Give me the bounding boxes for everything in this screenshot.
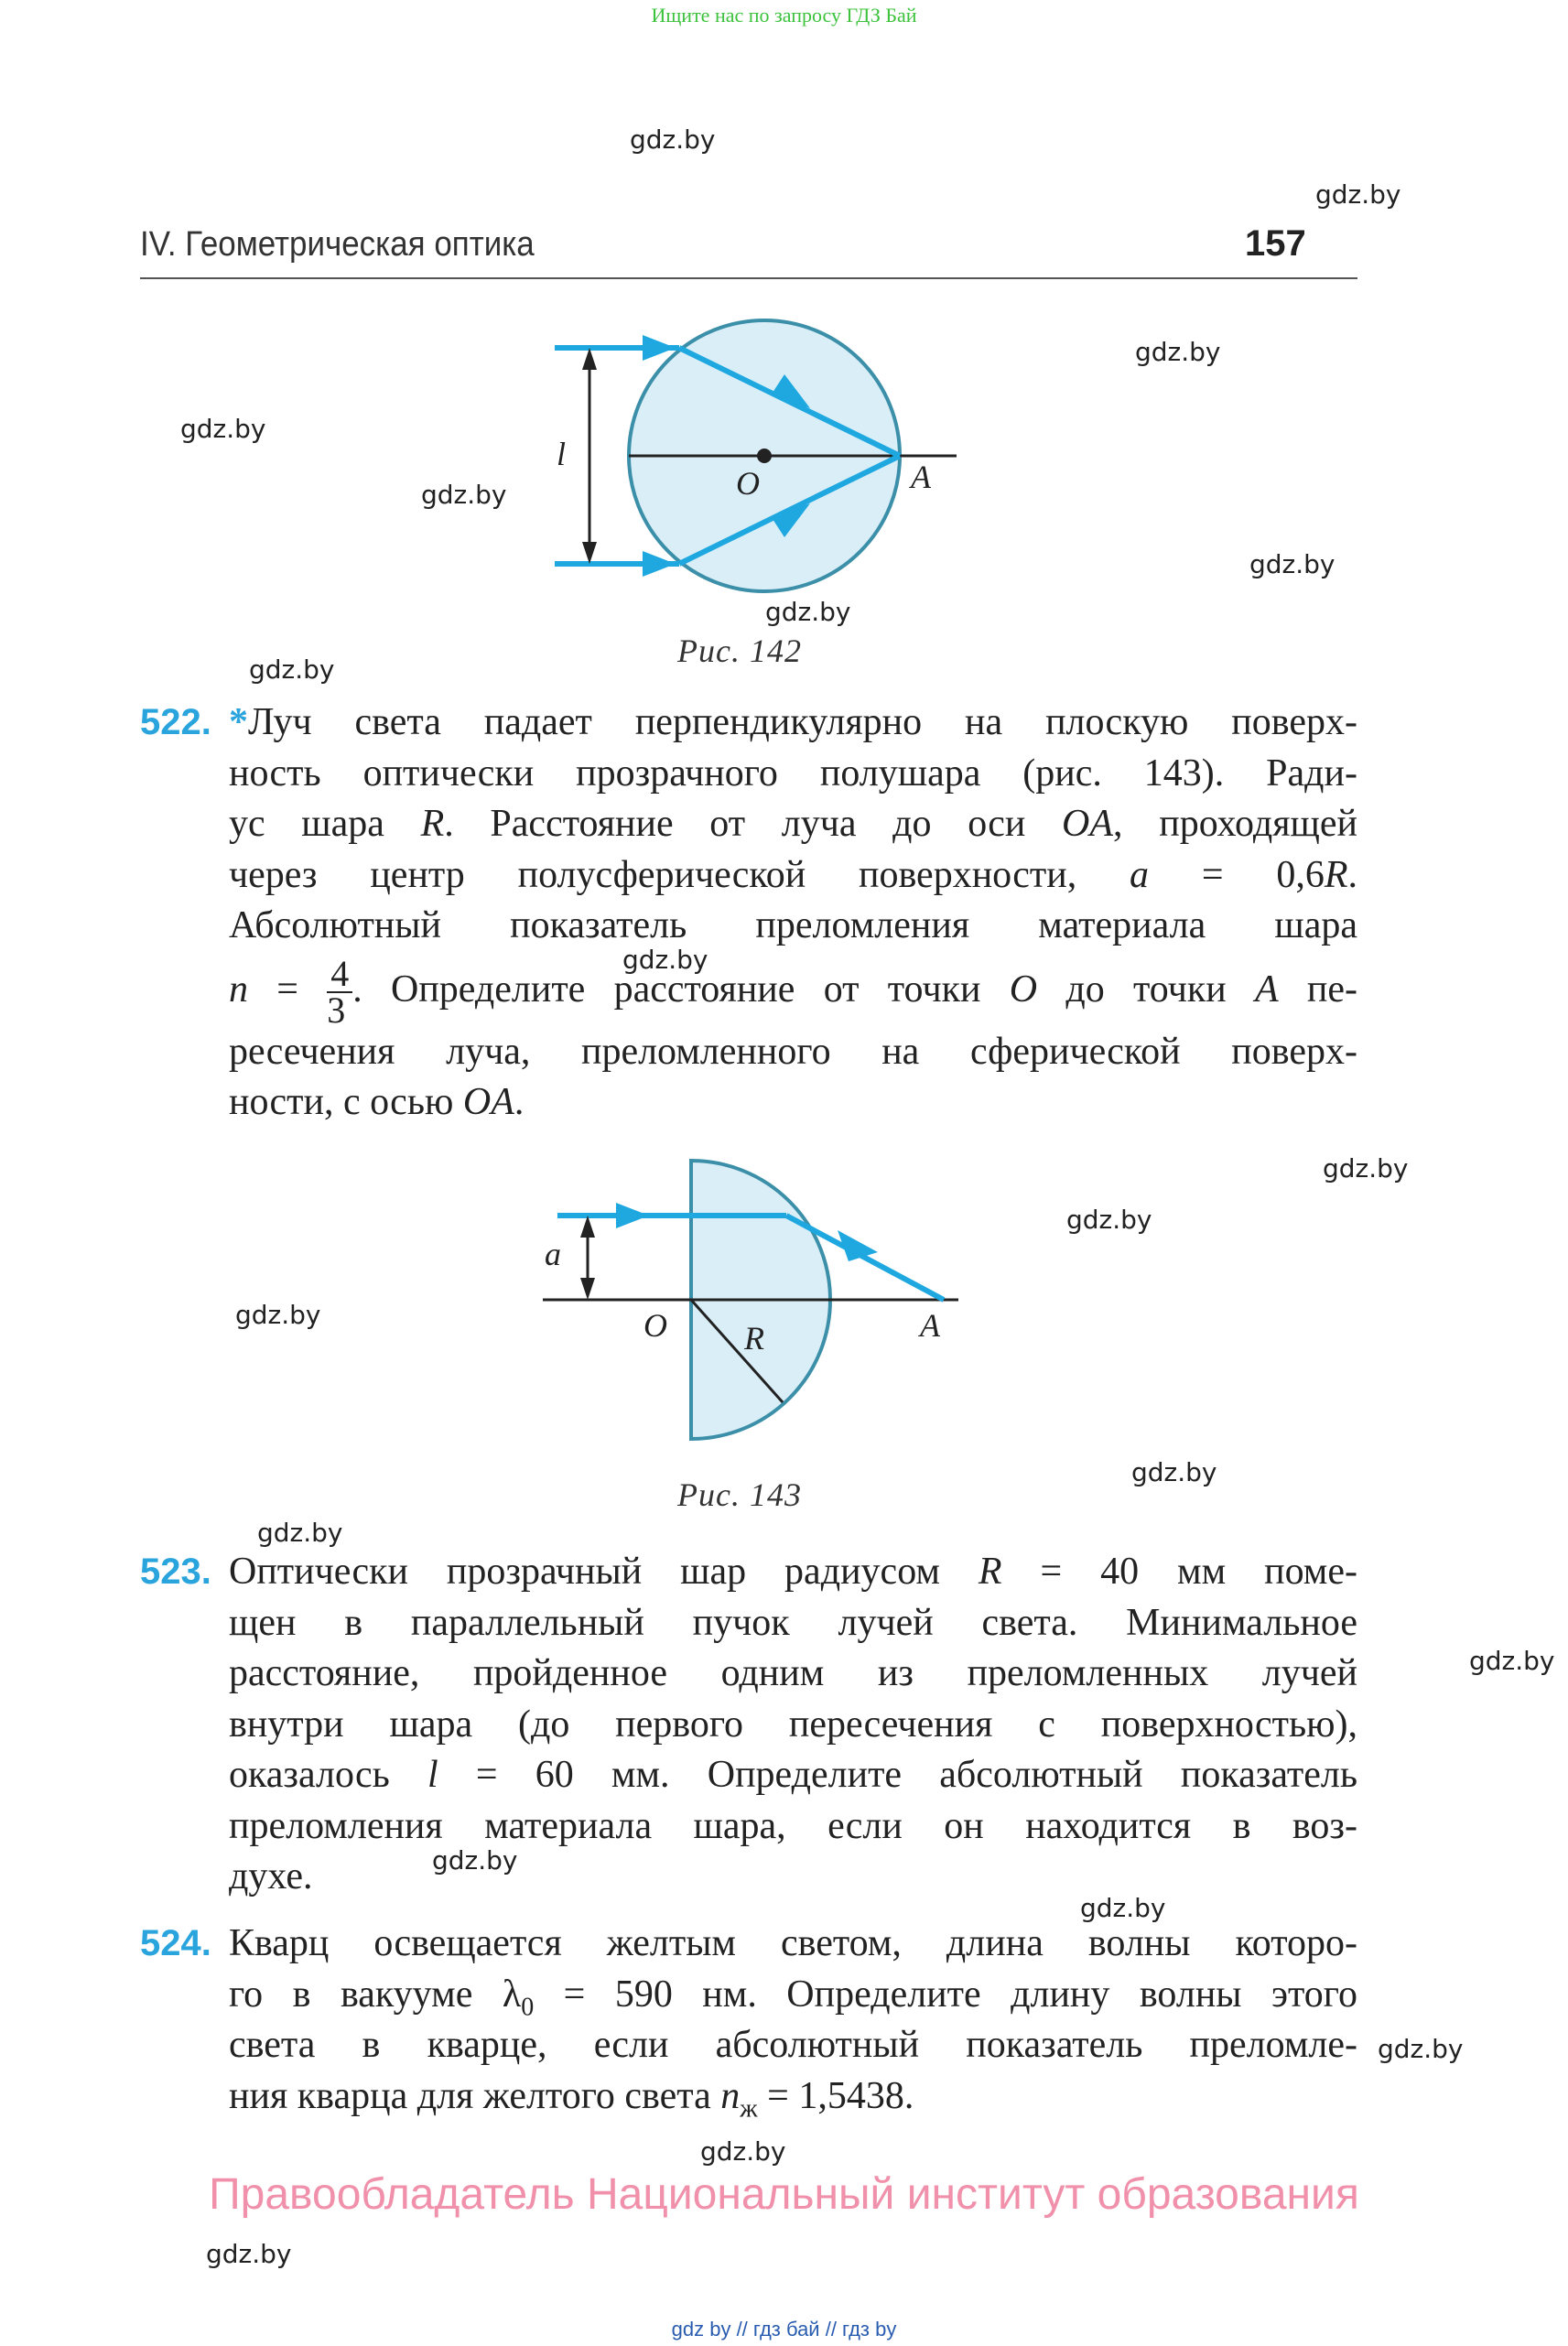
watermark: gdz.by	[1378, 2034, 1464, 2064]
problem-number: 523.	[140, 1551, 211, 1592]
text-line: Абсолютный показатель преломления материала шара	[229, 904, 1357, 946]
watermark: gdz.by	[1323, 1153, 1409, 1184]
watermark: gdz.by	[421, 480, 507, 510]
text-line: расстояние, пройденное одним из преломленных лучей	[229, 1652, 1357, 1694]
problem-522	[140, 697, 1357, 1129]
watermark: gdz.by	[1135, 337, 1221, 367]
text-line: преломления материала шара, если он находится в воз-	[229, 1804, 1357, 1847]
problem-524	[140, 1919, 1357, 2122]
arrow-down-icon	[580, 1278, 595, 1300]
text-line: ность оптически прозрачного полушара (рис. 143). Ради-	[229, 751, 1357, 795]
text-line: внутри шара (до первого пересечения с поверхностью),	[229, 1703, 1357, 1746]
text-line: Кварц освещается желтым светом, длина волны которо-	[229, 1922, 1357, 1964]
label-o: O	[643, 1307, 667, 1344]
figure-143	[535, 1153, 966, 1455]
watermark: gdz.by	[249, 654, 335, 685]
copyright-notice: Правообладатель Национальный институт образования	[209, 2170, 1359, 2219]
figure-143-caption: Рис. 143	[677, 1476, 802, 1513]
watermark: gdz.by	[235, 1300, 321, 1330]
text-line: щен в параллельный пучок лучей света. Минимальное	[229, 1601, 1357, 1644]
problem-number: 524.	[140, 1923, 211, 1963]
top-banner: Ищите нас по запросу ГДЗ Бай	[651, 4, 917, 27]
fraction: $\frac{4}{3}$	[327, 957, 352, 1028]
watermark: gdz.by	[1080, 1893, 1166, 1923]
text-line: *Луч света падает перпендикулярно на плоскую поверх-	[229, 701, 1357, 743]
header-rule	[140, 277, 1357, 279]
label-a: A	[911, 459, 931, 495]
watermark: gdz.by	[622, 945, 708, 975]
arrow-up-icon	[580, 1216, 595, 1238]
label-A: A	[920, 1307, 940, 1344]
label-r: R	[744, 1320, 764, 1357]
text-line: через центр полусферической поверхности, a = 0,6R.	[229, 853, 1357, 896]
text-line: оказалось l = 60 мм. Определите абсолютный показатель	[229, 1754, 1357, 1796]
arrow-icon	[616, 1203, 649, 1228]
problem-number: 522.	[140, 702, 211, 742]
label-o: O	[736, 465, 760, 502]
watermark: gdz.by	[1315, 179, 1401, 210]
text-line: ус шара R. Расстояние от луча до оси OA, проходящей	[229, 803, 1357, 845]
figure-142	[540, 311, 979, 604]
text-line: ния кварца для желтого света $n_ж = 1,5438$.	[229, 2074, 914, 2123]
label-l: l	[557, 436, 567, 472]
chapter-title: IV. Геометрическая оптика	[140, 225, 535, 264]
text-line: n = $\frac{4}{3}$ . Определите расстояние от точки O до точки A пе-	[229, 952, 1358, 1031]
arrow-down-icon	[582, 542, 597, 564]
watermark: gdz.by	[1469, 1646, 1555, 1676]
page-number: 157	[1245, 223, 1306, 264]
watermark: gdz.by	[700, 2136, 786, 2167]
bottom-links[interactable]: gdz by // гдз бай // гдз by	[671, 2318, 897, 2341]
problem-523	[140, 1547, 1357, 1903]
watermark: gdz.by	[1066, 1205, 1152, 1235]
watermark: gdz.by	[1249, 549, 1336, 579]
text-line: света в кварце, если абсолютный показатель преломле-	[229, 2024, 1357, 2066]
text-line: го в вакууме $\lambda_0 = 590$ нм. Определите длину волны этого	[229, 1973, 1357, 2021]
center-dot	[757, 449, 772, 463]
arrow-up-icon	[582, 348, 597, 370]
watermark: gdz.by	[1131, 1457, 1217, 1487]
watermark: gdz.by	[180, 414, 266, 444]
watermark: gdz.by	[206, 2239, 292, 2269]
label-a: a	[545, 1236, 561, 1272]
watermark: gdz.by	[630, 124, 716, 155]
text-line: ресечения луча, преломленного на сферической поверх-	[229, 1030, 1357, 1073]
arrow-icon	[838, 1230, 878, 1261]
text-line: Оптически прозрачный шар радиусом R = 40 мм поме-	[229, 1551, 1357, 1593]
figure-142-caption: Рис. 142	[677, 632, 802, 669]
watermark: gdz.by	[257, 1518, 343, 1548]
text-line: духе.	[229, 1855, 313, 1897]
watermark: gdz.by	[432, 1845, 518, 1876]
text-line: ности, с осью OA.	[229, 1081, 524, 1123]
watermark: gdz.by	[765, 597, 851, 627]
